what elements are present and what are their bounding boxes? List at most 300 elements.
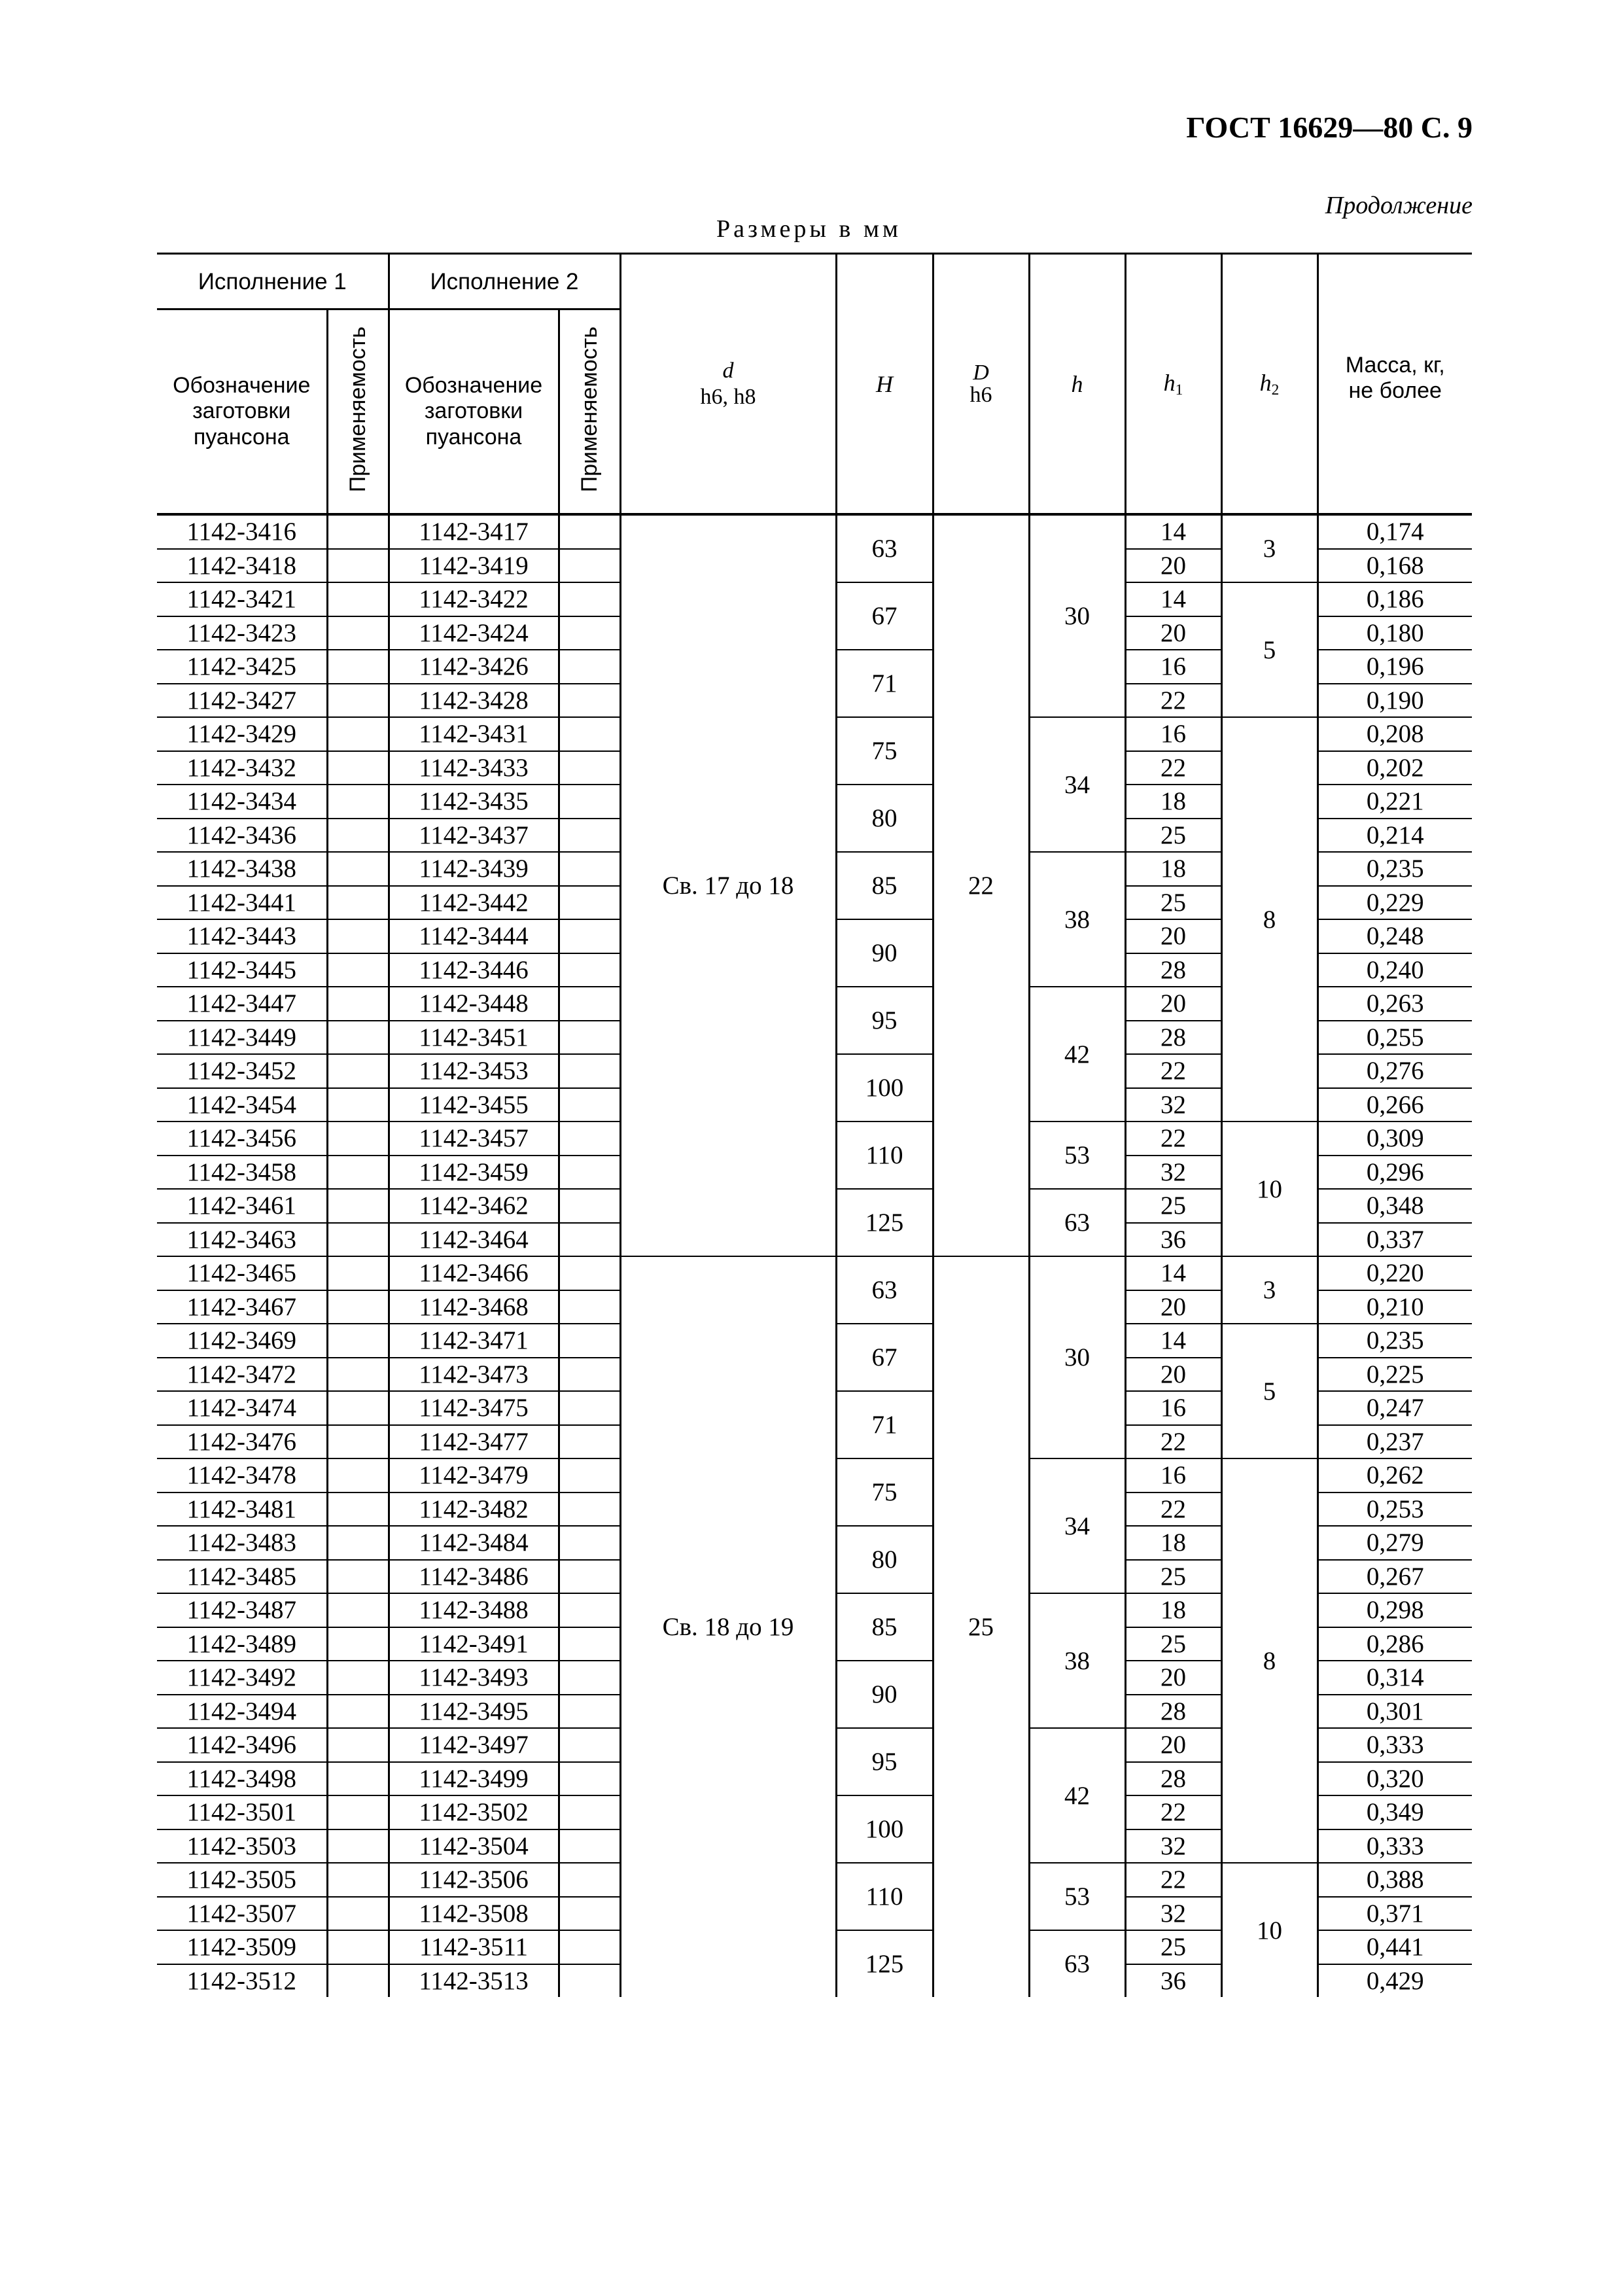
H-cell: 95 <box>836 987 933 1054</box>
mass-cell: 0,441 <box>1318 1930 1472 1964</box>
applicability-version-1 <box>327 785 389 819</box>
designation-version-1: 1142-3421 <box>157 582 327 616</box>
designation-version-1: 1142-3476 <box>157 1425 327 1459</box>
designation-version-2: 1142-3488 <box>389 1593 559 1627</box>
applicability-version-2 <box>559 1728 620 1762</box>
designation-version-2: 1142-3419 <box>389 549 559 583</box>
mass-cell: 0,168 <box>1318 549 1472 583</box>
mass-cell: 0,279 <box>1318 1526 1472 1560</box>
designation-version-1: 1142-3512 <box>157 1964 327 1998</box>
applicability-version-2 <box>559 514 620 549</box>
col-header-applicability-1-label: Применяемость <box>345 326 370 493</box>
designation-version-2: 1142-3453 <box>389 1054 559 1088</box>
col-header-H-symbol: H <box>876 371 893 397</box>
mass-cell: 0,240 <box>1318 953 1472 987</box>
h1-cell: 22 <box>1125 1863 1221 1897</box>
applicability-version-1 <box>327 1358 389 1392</box>
mass-cell: 0,174 <box>1318 514 1472 549</box>
h1-cell: 16 <box>1125 650 1221 684</box>
designation-version-2: 1142-3462 <box>389 1189 559 1223</box>
mass-cell: 0,429 <box>1366 1966 1424 1995</box>
table-body <box>157 514 1472 1997</box>
designation-version-1: 1142-3416 <box>157 514 327 549</box>
mass-cell: 0,253 <box>1318 1492 1472 1527</box>
mass-cell: 0,309 <box>1318 1122 1472 1156</box>
h1-cell: 20 <box>1125 616 1221 650</box>
applicability-version-2 <box>559 650 620 684</box>
applicability-version-2 <box>559 1829 620 1863</box>
mass-cell: 0,202 <box>1318 751 1472 785</box>
h1-cell: 20 <box>1125 919 1221 953</box>
h1-cell: 32 <box>1125 1088 1221 1122</box>
mass-cell: 0,337 <box>1318 1223 1472 1257</box>
applicability-version-2 <box>559 785 620 819</box>
h1-cell: 16 <box>1125 717 1221 751</box>
h1-cell: 18 <box>1125 785 1221 819</box>
designation-version-2: 1142-3491 <box>389 1627 559 1661</box>
designation-version-1: 1142-3509 <box>157 1930 327 1964</box>
designation-version-1: 1142-3427 <box>157 684 327 718</box>
mass-cell: 0,371 <box>1318 1897 1472 1931</box>
designation-version-1: 1142-3452 <box>157 1054 327 1088</box>
mass-cell: 0,186 <box>1318 582 1472 616</box>
mass-cell: 0,235 <box>1318 1324 1472 1358</box>
h-cell: 53 <box>1029 1863 1125 1930</box>
applicability-version-1 <box>327 1054 389 1088</box>
designation-version-2: 1142-3471 <box>389 1324 559 1358</box>
col-header-designation-2-label: Обозначение заготовки пуансона <box>404 373 543 450</box>
designation-version-1: 1142-3423 <box>157 616 327 650</box>
h1-cell: 36 <box>1125 1223 1221 1257</box>
H-cell: 110 <box>836 1863 933 1930</box>
mass-cell: 0,267 <box>1318 1560 1472 1594</box>
h-cell: 34 <box>1029 1458 1125 1593</box>
designation-version-2: 1142-3502 <box>389 1795 559 1829</box>
applicability-version-2 <box>559 717 620 751</box>
h1-cell: 36 <box>1125 1964 1221 1998</box>
h-cell: 30 <box>1029 1256 1125 1458</box>
applicability-version-2 <box>559 1695 620 1729</box>
h1-cell: 25 <box>1125 1189 1221 1223</box>
designation-version-1: 1142-3434 <box>157 785 327 819</box>
h1-cell: 28 <box>1125 1695 1221 1729</box>
applicability-version-2 <box>559 684 620 718</box>
D-cell: 22 <box>933 514 1029 1256</box>
applicability-version-1 <box>327 1560 389 1594</box>
h-cell: 63 <box>1029 1930 1125 1997</box>
applicability-version-2 <box>559 1358 620 1392</box>
col-header-mass <box>1318 254 1472 515</box>
designation-version-2: 1142-3497 <box>389 1728 559 1762</box>
h1-cell: 20 <box>1125 987 1221 1021</box>
applicability-version-2 <box>559 1593 620 1627</box>
h2-cell: 10 <box>1221 1863 1318 1997</box>
designation-version-2: 1142-3444 <box>389 919 559 953</box>
col-header-h2-index: 2 <box>1271 381 1280 398</box>
h1-cell: 20 <box>1125 1728 1221 1762</box>
mass-cell: 0,225 <box>1318 1358 1472 1392</box>
designation-version-2: 1142-3468 <box>389 1290 559 1324</box>
mass-cell: 0,255 <box>1318 1021 1472 1055</box>
designation-version-2: 1142-3508 <box>389 1897 559 1931</box>
designation-version-1: 1142-3487 <box>157 1593 327 1627</box>
H-cell: 95 <box>836 1728 933 1795</box>
applicability-version-1 <box>327 1795 389 1829</box>
h1-cell: 20 <box>1125 1358 1221 1392</box>
H-cell: 75 <box>836 1458 933 1526</box>
units-caption: Размеры в мм <box>716 215 901 243</box>
H-cell: 71 <box>836 1391 933 1458</box>
applicability-version-1 <box>327 852 389 886</box>
designation-version-1: 1142-3498 <box>157 1762 327 1796</box>
designation-version-2: 1142-3484 <box>389 1526 559 1560</box>
col-header-D <box>933 254 1029 515</box>
applicability-version-1 <box>327 1526 389 1560</box>
applicability-version-1 <box>327 953 389 987</box>
h-cell: 42 <box>1029 1728 1125 1863</box>
applicability-version-1 <box>327 1425 389 1459</box>
designation-version-1: 1142-3467 <box>157 1290 327 1324</box>
h1-cell: 14 <box>1125 582 1221 616</box>
mass-cell: 0,266 <box>1318 1088 1472 1122</box>
H-cell: 100 <box>836 1795 933 1863</box>
h2-cell: 3 <box>1221 1256 1318 1324</box>
designation-version-1: 1142-3492 <box>157 1661 327 1695</box>
h1-cell: 22 <box>1125 1054 1221 1088</box>
applicability-version-2 <box>559 987 620 1021</box>
designation-version-1: 1142-3458 <box>157 1156 327 1190</box>
h1-cell: 20 <box>1125 1661 1221 1695</box>
mass-cell: 0,210 <box>1318 1290 1472 1324</box>
applicability-version-2 <box>559 1256 620 1290</box>
h1-cell: 14 <box>1125 1324 1221 1358</box>
col-header-mass-label: Масса, кг, не более <box>1345 353 1445 404</box>
designation-version-1: 1142-3472 <box>157 1358 327 1392</box>
mass-cell: 0,301 <box>1318 1695 1472 1729</box>
table-row <box>157 514 1472 549</box>
applicability-version-1 <box>327 717 389 751</box>
h1-cell: 32 <box>1125 1829 1221 1863</box>
h1-cell: 18 <box>1125 852 1221 886</box>
designation-version-1: 1142-3429 <box>157 717 327 751</box>
h1-cell: 25 <box>1125 1560 1221 1594</box>
col-header-h1-index: 1 <box>1175 381 1183 398</box>
h1-cell: 18 <box>1125 1526 1221 1560</box>
applicability-version-2 <box>559 1391 620 1425</box>
applicability-version-2 <box>559 1795 620 1829</box>
applicability-version-2 <box>559 1492 620 1527</box>
designation-version-2: 1142-3451 <box>389 1021 559 1055</box>
h1-cell: 22 <box>1125 684 1221 718</box>
applicability-version-2 <box>559 1088 620 1122</box>
mass-cell: 0,248 <box>1318 919 1472 953</box>
applicability-version-2 <box>559 1122 620 1156</box>
h2-cell: 5 <box>1221 1324 1318 1458</box>
designation-version-1: 1142-3489 <box>157 1627 327 1661</box>
mass-cell: 0,220 <box>1318 1256 1472 1290</box>
h2-cell: 3 <box>1221 514 1318 582</box>
col-header-designation-2 <box>389 309 559 515</box>
H-cell: 90 <box>836 1661 933 1728</box>
mass-cell: 0,388 <box>1318 1863 1472 1897</box>
designation-version-2: 1142-3431 <box>389 717 559 751</box>
mass-cell: 0,237 <box>1318 1425 1472 1459</box>
mass-cell: 0,333 <box>1318 1728 1472 1762</box>
H-cell: 71 <box>836 650 933 717</box>
applicability-version-2 <box>559 1223 620 1257</box>
designation-version-2: 1142-3495 <box>389 1695 559 1729</box>
applicability-version-1 <box>327 1762 389 1796</box>
H-cell: 125 <box>836 1189 933 1256</box>
applicability-version-1 <box>327 886 389 920</box>
H-cell: 63 <box>836 514 933 582</box>
H-cell: 110 <box>836 1122 933 1189</box>
h1-cell: 18 <box>1125 1593 1221 1627</box>
applicability-version-1 <box>327 1122 389 1156</box>
mass-cell: 0,229 <box>1318 886 1472 920</box>
h1-cell: 22 <box>1125 1492 1221 1527</box>
designation-version-1: 1142-3447 <box>157 987 327 1021</box>
designation-version-2: 1142-3506 <box>389 1863 559 1897</box>
applicability-version-2 <box>559 582 620 616</box>
designation-version-2: 1142-3511 <box>389 1930 559 1964</box>
col-header-designation-1-label: Обозначение заготовки пуансона <box>173 373 311 450</box>
applicability-version-1 <box>327 1021 389 1055</box>
designation-version-1: 1142-3456 <box>157 1122 327 1156</box>
applicability-version-1 <box>327 1661 389 1695</box>
applicability-version-2 <box>559 1189 620 1223</box>
d-range-cell: Св. 18 до 19 <box>620 1256 836 1997</box>
applicability-version-1 <box>327 1728 389 1762</box>
H-cell: 85 <box>836 852 933 919</box>
col-header-h1-symbol: h <box>1163 369 1176 396</box>
applicability-version-1 <box>327 1627 389 1661</box>
designation-version-1: 1142-3432 <box>157 751 327 785</box>
D-cell: 25 <box>933 1256 1029 1997</box>
designation-version-1: 1142-3445 <box>157 953 327 987</box>
designation-version-1: 1142-3485 <box>157 1560 327 1594</box>
mass-cell: 0,286 <box>1318 1627 1472 1661</box>
applicability-version-2 <box>559 953 620 987</box>
mass-cell: 0,196 <box>1318 650 1472 684</box>
h1-cell: 14 <box>1125 514 1221 549</box>
designation-version-2: 1142-3486 <box>389 1560 559 1594</box>
H-cell: 67 <box>836 1324 933 1391</box>
applicability-version-1 <box>327 1290 389 1324</box>
designation-version-2: 1142-3442 <box>389 886 559 920</box>
designation-version-2: 1142-3513 <box>389 1964 559 1998</box>
designation-version-2: 1142-3493 <box>389 1661 559 1695</box>
designation-version-2: 1142-3433 <box>389 751 559 785</box>
designation-version-2: 1142-3455 <box>389 1088 559 1122</box>
h-cell: 42 <box>1029 987 1125 1122</box>
h-cell: 34 <box>1029 717 1125 852</box>
h2-cell: 5 <box>1221 582 1318 717</box>
h1-cell: 25 <box>1125 1930 1221 1964</box>
h1-cell: 20 <box>1125 549 1221 583</box>
designation-version-1: 1142-3425 <box>157 650 327 684</box>
applicability-version-2 <box>559 1897 620 1931</box>
d-range-cell: Св. 17 до 18 <box>620 514 836 1256</box>
designation-version-1: 1142-3469 <box>157 1324 327 1358</box>
h1-cell: 28 <box>1125 1762 1221 1796</box>
applicability-version-1 <box>327 819 389 853</box>
col-header-h-symbol: h <box>1071 371 1083 397</box>
h1-cell: 20 <box>1125 1290 1221 1324</box>
designation-version-2: 1142-3422 <box>389 582 559 616</box>
H-cell: 63 <box>836 1256 933 1324</box>
h1-cell: 16 <box>1125 1458 1221 1492</box>
col-header-H <box>836 254 933 515</box>
H-cell: 75 <box>836 717 933 785</box>
h-cell: 53 <box>1029 1122 1125 1189</box>
col-header-D-tolerance: h6 <box>969 382 992 407</box>
applicability-version-1 <box>327 514 389 549</box>
designation-version-2: 1142-3482 <box>389 1492 559 1527</box>
h1-cell: 32 <box>1125 1897 1221 1931</box>
mass-cell: 0,208 <box>1318 717 1472 751</box>
applicability-version-1 <box>327 1324 389 1358</box>
col-header-applicability-2 <box>559 309 620 515</box>
designation-version-1: 1142-3505 <box>157 1863 327 1897</box>
H-cell: 85 <box>836 1593 933 1661</box>
designation-version-1: 1142-3436 <box>157 819 327 853</box>
applicability-version-1 <box>327 987 389 1021</box>
applicability-version-1 <box>327 1695 389 1729</box>
applicability-version-1 <box>327 1391 389 1425</box>
applicability-version-1 <box>327 549 389 583</box>
h-cell: 38 <box>1029 852 1125 987</box>
applicability-version-2 <box>559 1054 620 1088</box>
applicability-version-1 <box>327 1088 389 1122</box>
designation-version-1: 1142-3461 <box>157 1189 327 1223</box>
designation-version-1: 1142-3438 <box>157 852 327 886</box>
col-header-D-symbol: D <box>973 360 989 385</box>
designation-version-1: 1142-3494 <box>157 1695 327 1729</box>
H-cell: 100 <box>836 1054 933 1122</box>
applicability-version-1 <box>327 684 389 718</box>
mass-cell: 0,320 <box>1318 1762 1472 1796</box>
designation-version-2: 1142-3448 <box>389 987 559 1021</box>
group-header-version-1: Исполнение 1 <box>157 254 389 309</box>
page-header: ГОСТ 16629—80 С. 9 <box>1186 111 1473 144</box>
applicability-version-2 <box>559 751 620 785</box>
designation-version-1: 1142-3501 <box>157 1795 327 1829</box>
continuation-label: Продолжение <box>1325 192 1473 219</box>
applicability-version-2 <box>559 819 620 853</box>
designation-version-1: 1142-3503 <box>157 1829 327 1863</box>
designation-version-2: 1142-3504 <box>389 1829 559 1863</box>
applicability-version-2 <box>559 1290 620 1324</box>
applicability-version-2 <box>559 1627 620 1661</box>
applicability-version-1 <box>327 1458 389 1492</box>
applicability-version-2 <box>559 886 620 920</box>
col-header-designation-1 <box>157 309 327 515</box>
applicability-version-1 <box>327 1593 389 1627</box>
applicability-version-1 <box>327 1964 389 1998</box>
mass-cell: 0,314 <box>1318 1661 1472 1695</box>
h2-cell: 8 <box>1221 1458 1318 1863</box>
h1-cell: 22 <box>1125 1425 1221 1459</box>
applicability-version-2 <box>559 616 620 650</box>
applicability-version-2 <box>559 549 620 583</box>
applicability-version-2 <box>559 1425 620 1459</box>
designation-version-1: 1142-3481 <box>157 1492 327 1527</box>
mass-cell: 0,333 <box>1318 1829 1472 1863</box>
punch-blanks-table <box>157 253 1472 1997</box>
mass-cell: 0,296 <box>1318 1156 1472 1190</box>
applicability-version-1 <box>327 582 389 616</box>
designation-version-1: 1142-3443 <box>157 919 327 953</box>
applicability-version-2 <box>559 1930 620 1964</box>
h1-cell: 28 <box>1125 1021 1221 1055</box>
applicability-version-1 <box>327 1930 389 1964</box>
H-cell: 125 <box>836 1930 933 1997</box>
applicability-version-1 <box>327 1156 389 1190</box>
mass-cell: 0,247 <box>1318 1391 1472 1425</box>
applicability-version-2 <box>559 919 620 953</box>
designation-version-1: 1142-3441 <box>157 886 327 920</box>
designation-version-1: 1142-3474 <box>157 1391 327 1425</box>
col-header-d <box>620 254 836 515</box>
applicability-version-1 <box>327 650 389 684</box>
applicability-version-1 <box>327 1897 389 1931</box>
H-cell: 80 <box>836 785 933 852</box>
designation-version-2: 1142-3446 <box>389 953 559 987</box>
applicability-version-2 <box>559 1156 620 1190</box>
mass-cell: 0,235 <box>1318 852 1472 886</box>
designation-version-2: 1142-3459 <box>389 1156 559 1190</box>
col-header-d-symbol: d <box>722 359 734 383</box>
applicability-version-2 <box>559 1762 620 1796</box>
h-cell: 63 <box>1029 1189 1125 1256</box>
applicability-version-1 <box>327 1189 389 1223</box>
designation-version-1: 1142-3507 <box>157 1897 327 1931</box>
designation-version-1: 1142-3483 <box>157 1526 327 1560</box>
applicability-version-1 <box>327 1829 389 1863</box>
mass-cell: 0,348 <box>1318 1189 1472 1223</box>
mass-cell: 0,221 <box>1318 785 1472 819</box>
h1-cell: 16 <box>1125 1391 1221 1425</box>
h2-cell: 8 <box>1221 717 1318 1122</box>
h1-cell: 32 <box>1125 1156 1221 1190</box>
col-header-applicability-2-label: Применяемость <box>577 326 602 493</box>
col-header-h <box>1029 254 1125 515</box>
h1-cell: 22 <box>1125 1795 1221 1829</box>
designation-version-2: 1142-3428 <box>389 684 559 718</box>
applicability-version-2 <box>559 1560 620 1594</box>
col-header-d-tolerance: h6, h8 <box>700 384 756 409</box>
mass-cell: 0,262 <box>1318 1458 1472 1492</box>
designation-version-2: 1142-3435 <box>389 785 559 819</box>
designation-version-1: 1142-3465 <box>157 1256 327 1290</box>
applicability-version-2 <box>559 1964 620 1998</box>
mass-cell: 0,276 <box>1318 1054 1472 1088</box>
h2-cell: 10 <box>1221 1122 1318 1256</box>
designation-version-1: 1142-3496 <box>157 1728 327 1762</box>
designation-version-1: 1142-3454 <box>157 1088 327 1122</box>
designation-version-1: 1142-3449 <box>157 1021 327 1055</box>
designation-version-2: 1142-3426 <box>389 650 559 684</box>
designation-version-2: 1142-3417 <box>389 514 559 549</box>
applicability-version-2 <box>559 1661 620 1695</box>
h1-cell: 22 <box>1125 751 1221 785</box>
designation-version-2: 1142-3473 <box>389 1358 559 1392</box>
applicability-version-2 <box>559 1526 620 1560</box>
applicability-version-1 <box>327 919 389 953</box>
h1-cell: 22 <box>1125 1122 1221 1156</box>
designation-version-2: 1142-3499 <box>389 1762 559 1796</box>
